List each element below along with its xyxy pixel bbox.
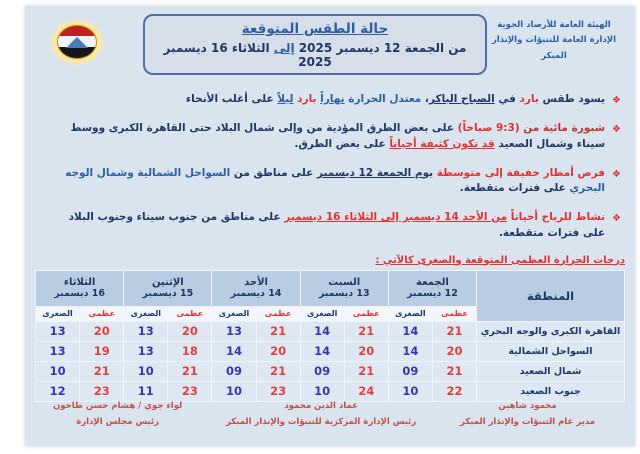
table-caption: درجات الحرارة العظمى المتوقعة والصغرى كالآتي :	[375, 254, 625, 266]
text-segment: نشاط للرياح أحياناً	[507, 211, 606, 223]
logo-mountain-shape	[66, 37, 88, 48]
day-header-cell	[124, 270, 212, 306]
bullet-text	[37, 121, 605, 153]
min-label-cell: الصغرى	[36, 306, 80, 321]
max-label-cell: عظمى	[432, 306, 476, 321]
text-segment: ،	[421, 93, 429, 105]
signature-title: رئيس مجلس الإدارة	[76, 416, 160, 427]
temp-max-cell: 23	[168, 381, 212, 401]
signature-left	[53, 398, 182, 430]
bullet-item	[37, 121, 621, 153]
temp-min-cell: 13	[36, 341, 80, 361]
day-name: الثلاثاء	[63, 277, 96, 288]
temp-min-cell: 13	[36, 321, 80, 341]
temp-max-cell: 24	[344, 381, 388, 401]
text-segment: ليلاً	[277, 93, 294, 105]
temp-max-cell: 21	[80, 361, 124, 381]
temp-min-cell: 14	[212, 341, 256, 361]
temp-max-cell: 18	[168, 341, 212, 361]
region-cell: جنوب الصعيد	[477, 381, 625, 401]
text-segment: شبورة مائية من	[519, 122, 606, 134]
max-label-cell: عظمى	[168, 306, 212, 321]
max-label-cell: عظمى	[256, 306, 300, 321]
temp-max-cell: 20	[344, 341, 388, 361]
authority-line-2: الإدارة العامة للتنبؤات والإنذار المبكر	[491, 35, 617, 61]
day-date: 15 ديسمبر	[142, 288, 194, 299]
text-segment: على مناطق من	[230, 166, 317, 179]
temp-min-cell: 11	[124, 381, 168, 401]
signature-title: رئيس الإدارة المركزية للتنبؤات والإنذار المبكر	[226, 416, 417, 427]
region-cell: السواحل الشمالية	[477, 341, 625, 361]
bullet-diamond-icon: ❖	[612, 95, 621, 106]
text-segment: (9:3 صباحاً)	[457, 122, 520, 134]
min-label-cell: الصغرى	[212, 306, 256, 321]
bullet-text	[37, 166, 605, 198]
table-row	[36, 361, 625, 381]
text-segment: على بعض الطرق.	[294, 137, 390, 150]
text-segment: على مناطق من جنوب سيناء وجنوب البلاد على فترات متقطعة.	[68, 211, 606, 239]
temp-min-cell: 14	[388, 341, 432, 361]
bullet-text	[160, 92, 605, 108]
report-title: حالة الطقس المتوقعة	[241, 21, 389, 37]
temp-min-cell: 10	[388, 381, 432, 401]
text-segment: بارد	[297, 93, 317, 105]
bullet-text	[37, 210, 605, 242]
temp-max-cell: 23	[80, 381, 124, 401]
text-segment: في	[494, 93, 520, 105]
day-name: الجمعة	[416, 277, 449, 288]
text-segment: على أغلب الأنحاء	[185, 93, 278, 105]
bulletin-panel	[25, 6, 635, 446]
temp-min-cell: 09	[212, 361, 256, 381]
text-segment: من الجمعة 12 ديسمبر 2025	[294, 41, 467, 55]
signature-center	[226, 398, 416, 430]
temperature-table	[35, 270, 625, 402]
temp-max-cell: 22	[432, 381, 476, 401]
table-header-row	[36, 270, 625, 306]
text-segment: من الأحد 14 ديسمبر إلى الثلاثاء 16 ديسمبر	[284, 211, 508, 223]
bulletin-header	[25, 6, 635, 84]
day-date: 13 ديسمبر	[318, 288, 370, 299]
bullet-item	[37, 92, 621, 108]
temp-max-cell: 21	[256, 361, 300, 381]
text-segment: إلى	[273, 41, 295, 55]
temp-min-cell: 13	[212, 321, 256, 341]
day-name: الإثنين	[151, 277, 184, 288]
min-label-cell: الصغرى	[388, 306, 432, 321]
bullet-diamond-icon: ❖	[612, 168, 621, 180]
text-segment: فرص أمطار خفيفة إلى متوسطة	[433, 166, 606, 179]
day-name: الأحد	[244, 277, 268, 288]
signature-name: عماد الدين محمود	[284, 400, 358, 411]
signature-title: مدير عام التنبؤات والإنذار المبكر	[460, 416, 595, 427]
day-date: 12 ديسمبر	[407, 288, 458, 299]
authority-name-block	[479, 18, 629, 64]
temp-max-cell: 20	[256, 341, 300, 361]
temp-min-cell: 10	[300, 381, 344, 401]
bullet-diamond-icon: ❖	[612, 124, 621, 135]
temp-min-cell: 13	[124, 321, 168, 341]
day-header-cell	[212, 270, 300, 306]
text-segment: على فترات متقطعة.	[459, 182, 570, 195]
authority-line-1: الهيئة العامة للأرصاد الجوية	[497, 20, 611, 30]
temp-min-cell: 10	[124, 361, 168, 381]
temp-min-cell: 12	[36, 381, 80, 401]
temp-max-cell: 21	[344, 321, 388, 341]
temp-max-cell: 23	[256, 381, 300, 401]
logo-flag-oval	[57, 25, 97, 59]
temp-min-cell: 09	[388, 361, 432, 381]
table-row	[36, 321, 625, 341]
text-segment: يسود طقس	[538, 93, 606, 105]
text-segment: الثلاثاء 16 ديسمبر 2025	[163, 41, 332, 69]
temp-min-cell: 13	[124, 341, 168, 361]
temp-max-cell: 21	[432, 361, 476, 381]
temp-max-cell: 21	[168, 361, 212, 381]
max-label-cell: عظمى	[80, 306, 124, 321]
text-segment: السواحل الشمالية وشمال الوجه البحري	[65, 166, 606, 195]
forecast-bullets-list	[25, 84, 635, 242]
day-date: 14 ديسمبر	[230, 288, 282, 299]
temp-min-cell: 09	[300, 361, 344, 381]
signature-right	[460, 398, 595, 430]
day-date: 16 ديسمبر	[54, 288, 106, 299]
day-header-cell	[388, 270, 476, 306]
min-label-cell: الصغرى	[124, 306, 168, 321]
temp-max-cell: 19	[80, 341, 124, 361]
text-segment: قد تكون كثيفة أحياناً	[389, 137, 495, 150]
bullet-item	[37, 166, 621, 198]
text-segment: على بعض الطرق المؤدية من وإلى شمال البلاد حتى القاهرة الكبرى ووسط سيناء وشمال الصعيد	[70, 122, 606, 150]
text-segment: الصباح الباكر	[428, 93, 495, 105]
temp-max-cell: 21	[256, 321, 300, 341]
temp-max-cell: 21	[432, 321, 476, 341]
min-label-cell: الصغرى	[300, 306, 344, 321]
region-header-cell: المنطقة	[477, 270, 625, 321]
day-header-cell	[36, 270, 124, 306]
region-cell: القاهرة الكبرى والوجه البحري	[477, 321, 625, 341]
signatures-footer	[25, 398, 635, 430]
temp-min-cell: 14	[300, 321, 344, 341]
temp-max-cell: 20	[432, 341, 476, 361]
day-header-cell	[300, 270, 388, 306]
report-date-range	[151, 41, 479, 69]
temp-min-cell: 14	[300, 341, 344, 361]
signature-name: محمود شاهين	[498, 400, 557, 411]
text-segment: بارد	[519, 93, 539, 105]
authority-logo-icon	[49, 18, 105, 66]
region-cell: شمال الصعيد	[477, 361, 625, 381]
text-segment: نهاراً	[320, 93, 345, 105]
title-box	[143, 14, 487, 75]
max-label-cell: عظمى	[344, 306, 388, 321]
table-row	[36, 341, 625, 361]
temp-max-cell: 20	[168, 321, 212, 341]
bullet-diamond-icon: ❖	[612, 213, 621, 224]
text-segment: معتدل الحرارة	[344, 93, 422, 105]
signature-name: لواء جوي / هشام حسن طاحون	[53, 400, 183, 411]
bullet-item	[37, 210, 621, 242]
temp-max-cell: 21	[344, 361, 388, 381]
temp-min-cell: 10	[36, 361, 80, 381]
temp-min-cell: 10	[212, 381, 256, 401]
text-segment: يوم الجمعة 12 ديسمبر	[316, 166, 434, 179]
temp-max-cell: 20	[80, 321, 124, 341]
temp-min-cell: 14	[388, 321, 432, 341]
day-name: السبت	[328, 277, 361, 288]
